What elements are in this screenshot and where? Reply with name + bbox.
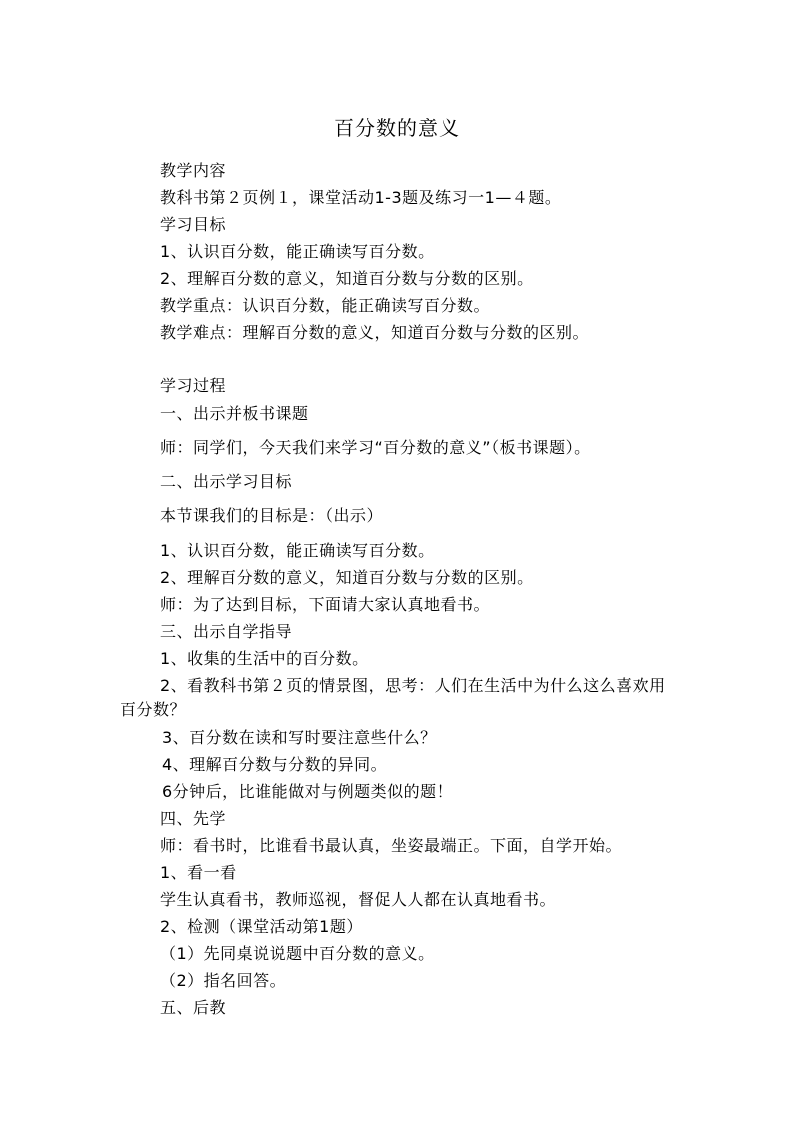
document-title: 百分数的意义 bbox=[334, 116, 460, 140]
teacher-instruction: 师：为了达到目标，下面请大家认真地看书。 bbox=[160, 595, 491, 614]
guide-item-4: 4、理解百分数与分数的异同。 bbox=[162, 755, 388, 774]
section-heading-content: 教学内容 bbox=[160, 161, 227, 180]
guide-item-3: 3、百分数在读和写时要注意些什么？ bbox=[162, 728, 437, 747]
step-heading-5: 五、后教 bbox=[160, 998, 227, 1017]
step-heading-1: 一、出示并板书课题 bbox=[160, 404, 309, 423]
goal-item-2: 2、理解百分数的意义，知道百分数与分数的区别。 bbox=[160, 269, 534, 288]
sub-step-check: 2、检测（课堂活动第1题） bbox=[160, 917, 363, 936]
content-text: 教科书第２页例１，课堂活动1-3题及练习一1—４题。 bbox=[160, 188, 562, 207]
check-item-2: （2）指名回答。 bbox=[160, 971, 287, 990]
teacher-self-study: 师：看书时，比谁看书最认真，坐姿最端正。下面，自学开始。 bbox=[160, 836, 623, 855]
section-heading-goals: 学习目标 bbox=[160, 215, 227, 234]
key-point-text: 教学重点：认识百分数，能正确读写百分数。 bbox=[160, 296, 491, 315]
step-heading-2: 二、出示学习目标 bbox=[160, 472, 293, 491]
guide-time-note: 6分钟后，比谁能做对与例题类似的题！ bbox=[162, 782, 454, 801]
guide-item-2: 2、看教科书第２页的情景图，思考：人们在生活中为什么这么喜欢用百分数？ bbox=[120, 676, 666, 719]
step-heading-3: 三、出示自学指导 bbox=[160, 622, 293, 641]
check-item-1: （1）先同桌说说题中百分数的意义。 bbox=[160, 944, 435, 963]
section-heading-process: 学习过程 bbox=[160, 376, 227, 395]
sub-step-look: 1、看一看 bbox=[160, 863, 237, 882]
goal-intro-text: 本节课我们的目标是：（出示） bbox=[160, 506, 384, 525]
goal-item-2-repeat: 2、理解百分数的意义，知道百分数与分数的区别。 bbox=[160, 568, 534, 587]
goal-item-1: 1、认识百分数，能正确读写百分数。 bbox=[160, 242, 435, 261]
teacher-speech: 师：同学们，今天我们来学习“百分数的意义”（板书课题）。 bbox=[160, 438, 591, 457]
student-reading-text: 学生认真看书，教师巡视，督促人人都在认真地看书。 bbox=[160, 890, 557, 909]
step-heading-4: 四、先学 bbox=[160, 809, 227, 828]
goal-item-1-repeat: 1、认识百分数，能正确读写百分数。 bbox=[160, 541, 435, 560]
difficult-point-text: 教学难点：理解百分数的意义，知道百分数与分数的区别。 bbox=[160, 323, 590, 342]
guide-item-1: 1、收集的生活中的百分数。 bbox=[160, 649, 369, 668]
